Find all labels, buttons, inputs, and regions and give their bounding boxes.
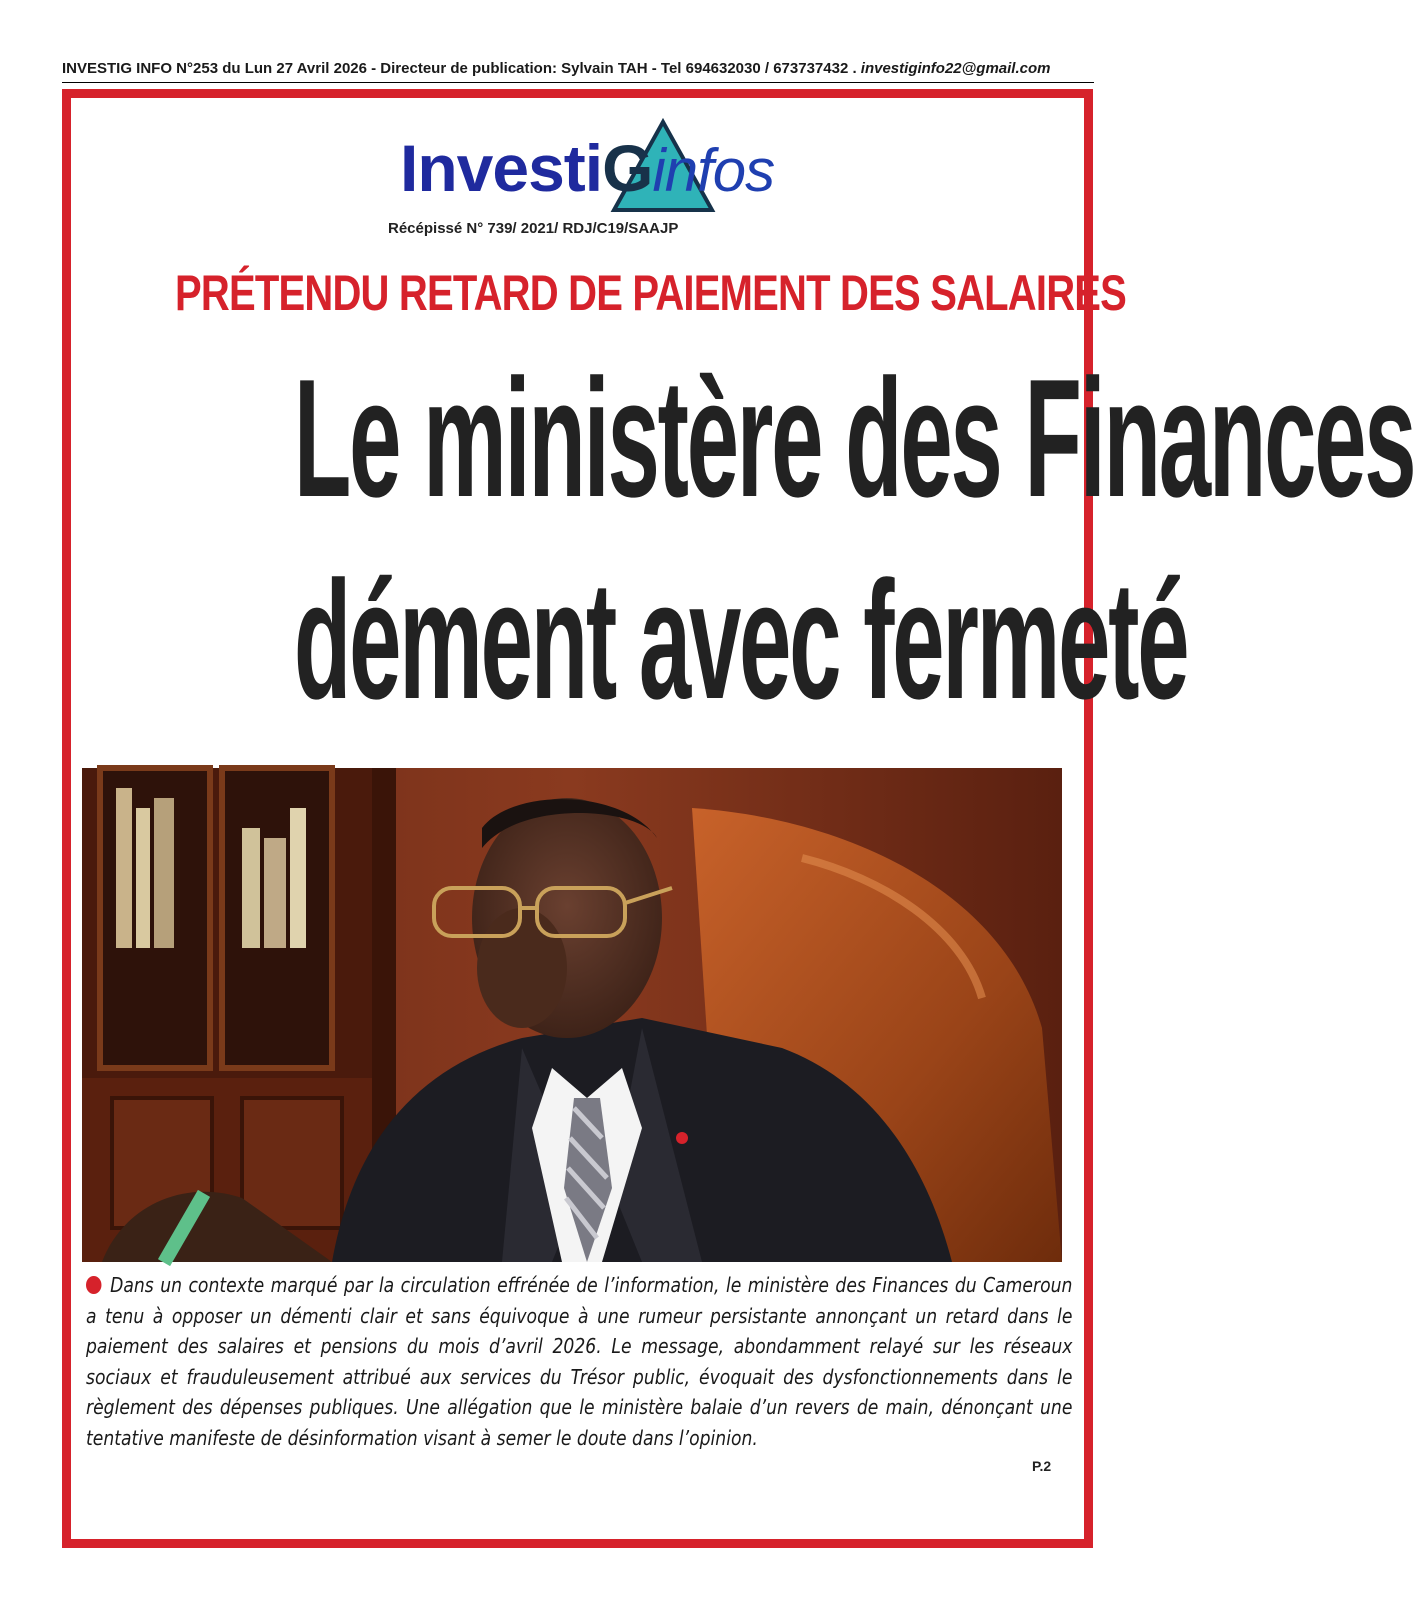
logo-wordmark — [400, 118, 774, 218]
photo-illustration — [82, 768, 1062, 1262]
header-divider — [62, 82, 1094, 83]
logo-part-investi: Investi — [400, 131, 603, 205]
main-headline-line-1: Le ministère des Finances — [293, 344, 1414, 532]
page-reference: P.2 — [1032, 1458, 1052, 1474]
lead-paragraph — [86, 1270, 1072, 1454]
lead-text: Dans un contexte marqué par la circulation effrénée de l’information, le ministère des Finances du Cameroun a tenu à opposer un démenti clair et sans équivoque à une rumeur persistante annonçant un retard dans le paiement des salaires et pensions du mois d’avril 2026. Le message, abondamment relayé sur les réseaux sociaux et frauduleusement attribué aux services du Trésor public, évoquait des dysfonctionnements dans le règlement des dépenses publiques. Une allégation que le ministère balaie d’un revers de main, dénonçant une tentative manifeste de désinformation visant à semer le doute dans l’opinion. — [86, 1273, 1073, 1450]
logo-part-infos: infos — [652, 137, 775, 204]
main-headline-line-2: dément avec fermeté — [293, 546, 1188, 734]
newspaper-logo — [400, 118, 820, 228]
bullet-icon — [86, 1276, 101, 1294]
minister-photo — [82, 768, 1062, 1262]
issue-info-line — [62, 60, 1094, 77]
contact-email: investiginfo22@gmail.com — [860, 60, 1051, 77]
registration-number: Récépissé N° 739/ 2021/ RDJ/C19/SAAJP — [388, 220, 679, 237]
kicker-headline: PRÉTENDU RETARD DE PAIEMENT DES SALAIRES — [175, 265, 1127, 321]
logo-part-g: G — [602, 131, 653, 205]
issue-details: INVESTIG INFO N°253 du Lun 27 Avril 2026 - Directeur de publication: Sylvain TAH - Tel 694632030 / 673737432 . — [62, 60, 861, 77]
